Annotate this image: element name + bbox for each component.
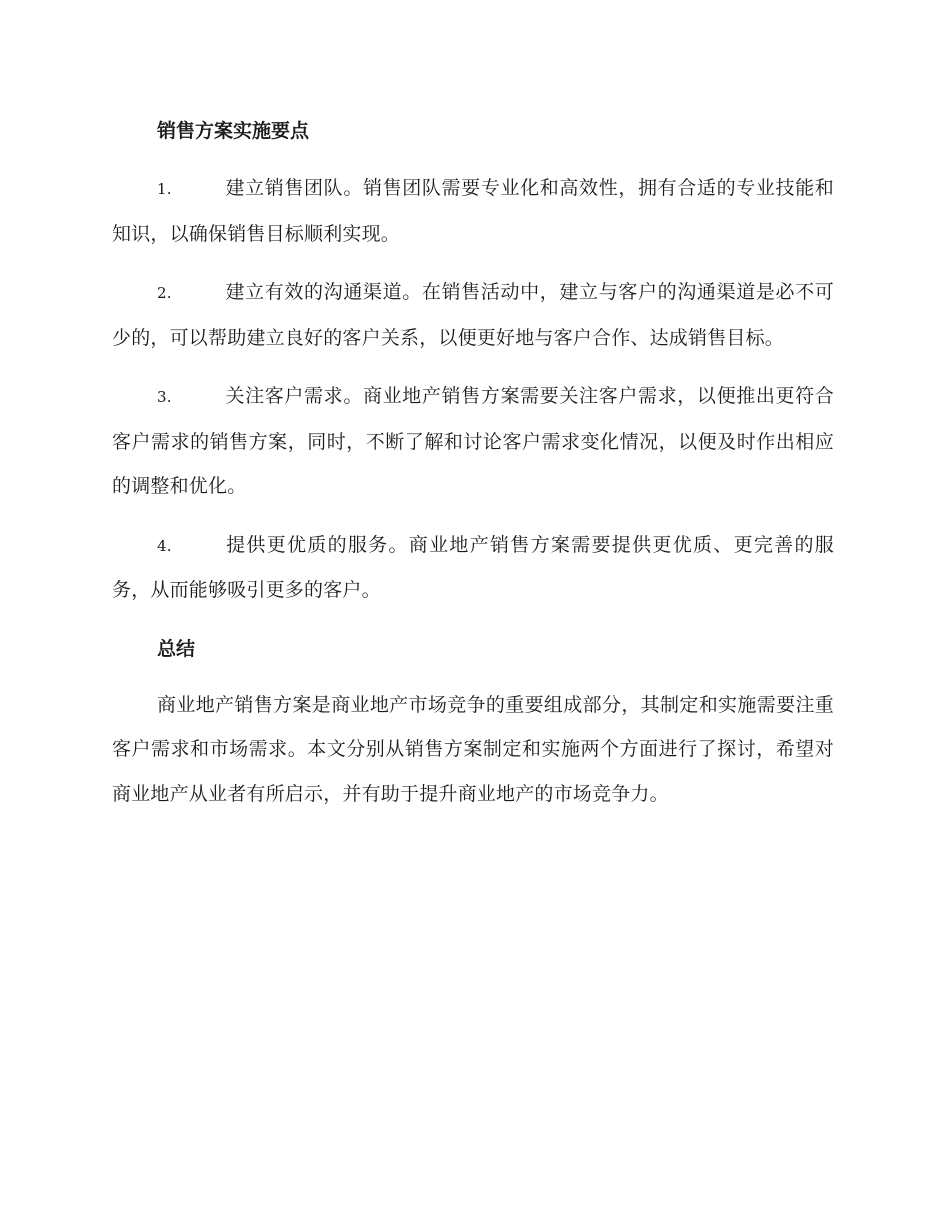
list-item-number: 2. [157,284,172,302]
list-item [112,523,834,613]
list-item-text: 提供更优质的服务。商业地产销售方案需要提供更优质、更完善的服务，从而能够吸引更多的客户。 [112,533,834,601]
list-item-number: 1. [157,180,172,198]
list-item [112,166,834,256]
section-heading-summary: 总结 [157,637,196,660]
list-item [112,270,834,360]
document-page [112,109,834,816]
list-item-text: 关注客户需求。商业地产销售方案需要关注客户需求，以便推出更符合客户需求的销售方案，同时，不断了解和讨论客户需求变化情况，以便及时作出相应的调整和优化。 [112,385,834,497]
list-item-number: 3. [157,388,172,406]
section-heading-implementation: 销售方案实施要点 [157,120,310,142]
implementation-points-list [112,166,834,613]
list-item [112,374,834,509]
list-item-text: 建立有效的沟通渠道。在销售活动中，建立与客户的沟通渠道是必不可少的，可以帮助建立良好的客户关系，以便更好地与客户合作、达成销售目标。 [112,281,834,349]
list-item-number: 4. [157,536,172,555]
list-item-text: 建立销售团队。销售团队需要专业化和高效性，拥有合适的专业技能和知识，以确保销售目标顺利实现。 [112,177,834,245]
summary-paragraph: 商业地产销售方案是商业地产市场竞争的重要组成部分，其制定和实施需要注重客户需求和市场需求。本文分别从销售方案制定和实施两个方面进行了探讨，希望对商业地产从业者有所启示，并有助于提升商业地产的市场竞争力。 [112,693,834,805]
